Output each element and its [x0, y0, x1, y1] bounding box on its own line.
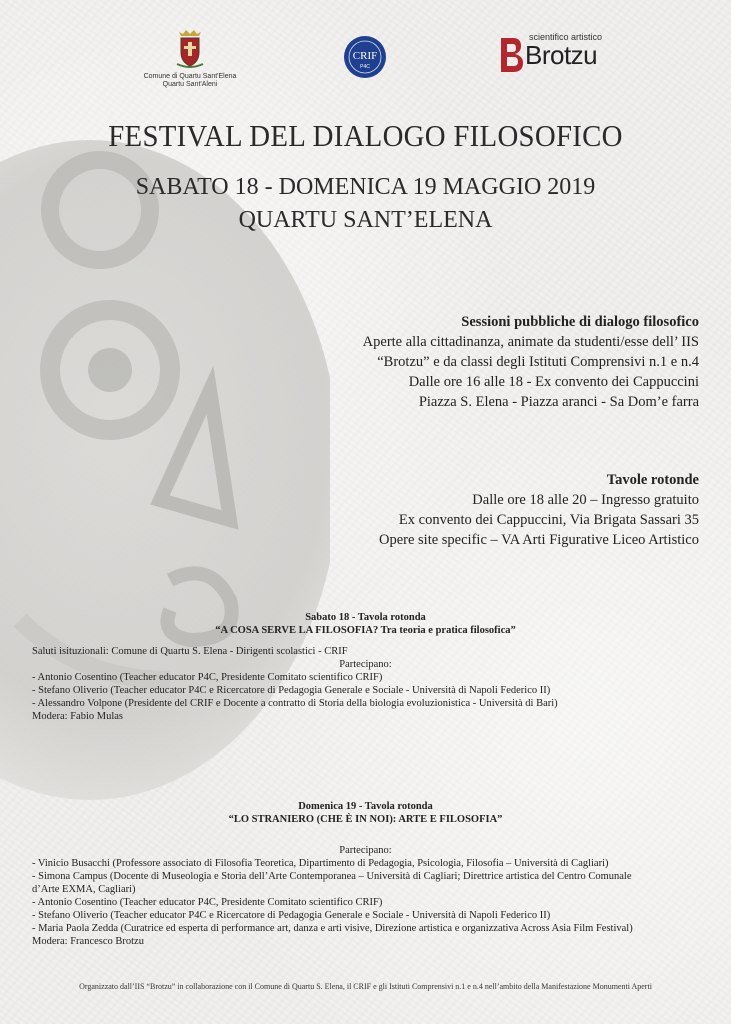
comune-label-2: Quartu Sant'Aleni [162, 81, 218, 88]
domenica-moderator: Modera: Francesco Brotzu [32, 936, 144, 947]
sabato-moderator: Modera: Fabio Mulas [32, 711, 123, 722]
sabato-line: - Alessandro Volpone (Presidente del CRIF e Docente a contratto di Storia della biologia evoluzionistica - Università di Bari) [32, 698, 558, 709]
crif-logo-text: CRIF [352, 50, 378, 62]
tavole-title: Tavole rotonde [606, 472, 699, 488]
domenica-line: - Maria Paola Zedda (Curatrice ed esperta di performance art, danza e arti visive, Direzione artistica e organizzativa Across Asia Film Festival) [32, 923, 633, 934]
domenica-line: - Simona Campus (Docente di Museologia e Storia dell’Arte Contemporanea – Università di Cagliari; Direttrice artistica del Centro Comunale [32, 871, 632, 882]
event-place: QUARTU SANT’ELENA [238, 207, 493, 233]
sessioni-line: “Brotzu” e da classi degli Istituti Comprensivi n.1 e n.4 [377, 354, 699, 370]
brotzu-logo [497, 32, 607, 78]
logo-bar [0, 0, 731, 110]
sessioni-line: Dalle ore 16 alle 18 - Ex convento dei Cappuccini [408, 374, 699, 390]
sabato-line: - Antonio Cosentino (Teacher educator P4C, Presidente Comitato scientifico CRIF) [32, 672, 383, 683]
sabato-subtitle: “A COSA SERVE LA FILOSOFIA? Tra teoria e pratica filosofica” [215, 625, 516, 636]
domenica-line: d’Arte EXMA, Cagliari) [32, 884, 136, 895]
sabato-section [0, 611, 731, 723]
sabato-line: - Stefano Oliverio (Teacher educator P4C e Ricercatore di Pedagogia Generale e Sociale - Università di Napoli Federico II) [32, 685, 551, 696]
domenica-line: - Vinicio Busacchi (Professore associato di Filosofia Teoretica, Dipartimento di Pedagogia, Psicologia, Filosofia – Università di Cagliari) [32, 858, 609, 869]
sessioni-block [279, 312, 699, 412]
comune-logo [140, 30, 240, 89]
sabato-partecipano: Partecipano: [339, 659, 392, 670]
sabato-heading: Sabato 18 - Tavola rotonda [305, 612, 426, 623]
tavole-line: Ex convento dei Cappuccini, Via Brigata Sassari 35 [398, 512, 699, 528]
domenica-line: - Antonio Cosentino (Teacher educator P4C, Presidente Comitato scientifico CRIF) [32, 897, 383, 908]
event-date: SABATO 18 - DOMENICA 19 MAGGIO 2019 [135, 174, 596, 200]
brotzu-name: Brotzu [525, 40, 598, 70]
sessioni-line: Aperte alla cittadinanza, animate da studenti/esse dell’ IIS [362, 334, 699, 350]
crif-logo [343, 35, 387, 84]
domenica-subtitle: “LO STRANIERO (CHE È IN NOI): ARTE E FILOSOFIA” [228, 814, 503, 825]
tavole-line: Opere site specific – VA Arti Figurative Liceo Artistico [378, 532, 699, 548]
crif-logo-sub: P4C [360, 64, 370, 70]
domenica-section [0, 800, 731, 948]
crif-seal-icon [343, 35, 387, 79]
sabato-saluti: Saluti isituzionali: Comune di Quartu S. Elena - Dirigenti scolastici - CRIF [32, 646, 348, 657]
tavole-block [279, 470, 699, 550]
comune-crest-icon [175, 30, 205, 68]
domenica-heading: Domenica 19 - Tavola rotonda [298, 801, 433, 812]
brotzu-mark-icon [497, 34, 527, 74]
page-title: FESTIVAL DEL DIALOGO FILOSOFICO [108, 118, 623, 153]
domenica-partecipano: Partecipano: [339, 845, 392, 856]
tavole-line: Dalle ore 18 alle 20 – Ingresso gratuito [472, 492, 699, 508]
domenica-line: - Stefano Oliverio (Teacher educator P4C e Ricercatore di Pedagogia Generale e Sociale - Università di Napoli Federico II) [32, 910, 551, 921]
comune-label-1: Comune di Quartu Sant'Elena [143, 73, 237, 80]
sessioni-line: Piazza S. Elena - Piazza aranci - Sa Dom’e farra [418, 394, 699, 410]
footer-note: Organizzato dall’IIS “Brotzu” in collaborazione con il Comune di Quartu S. Elena, il CRIF e gli Istituti Comprensivi n.1 e n.4 nell’ambito della Manifestazione Monumenti Aperti [79, 982, 652, 991]
brotzu-subtitle: scientifico artistico [529, 32, 603, 42]
sessioni-title: Sessioni pubbliche di dialogo filosofico [461, 314, 699, 330]
